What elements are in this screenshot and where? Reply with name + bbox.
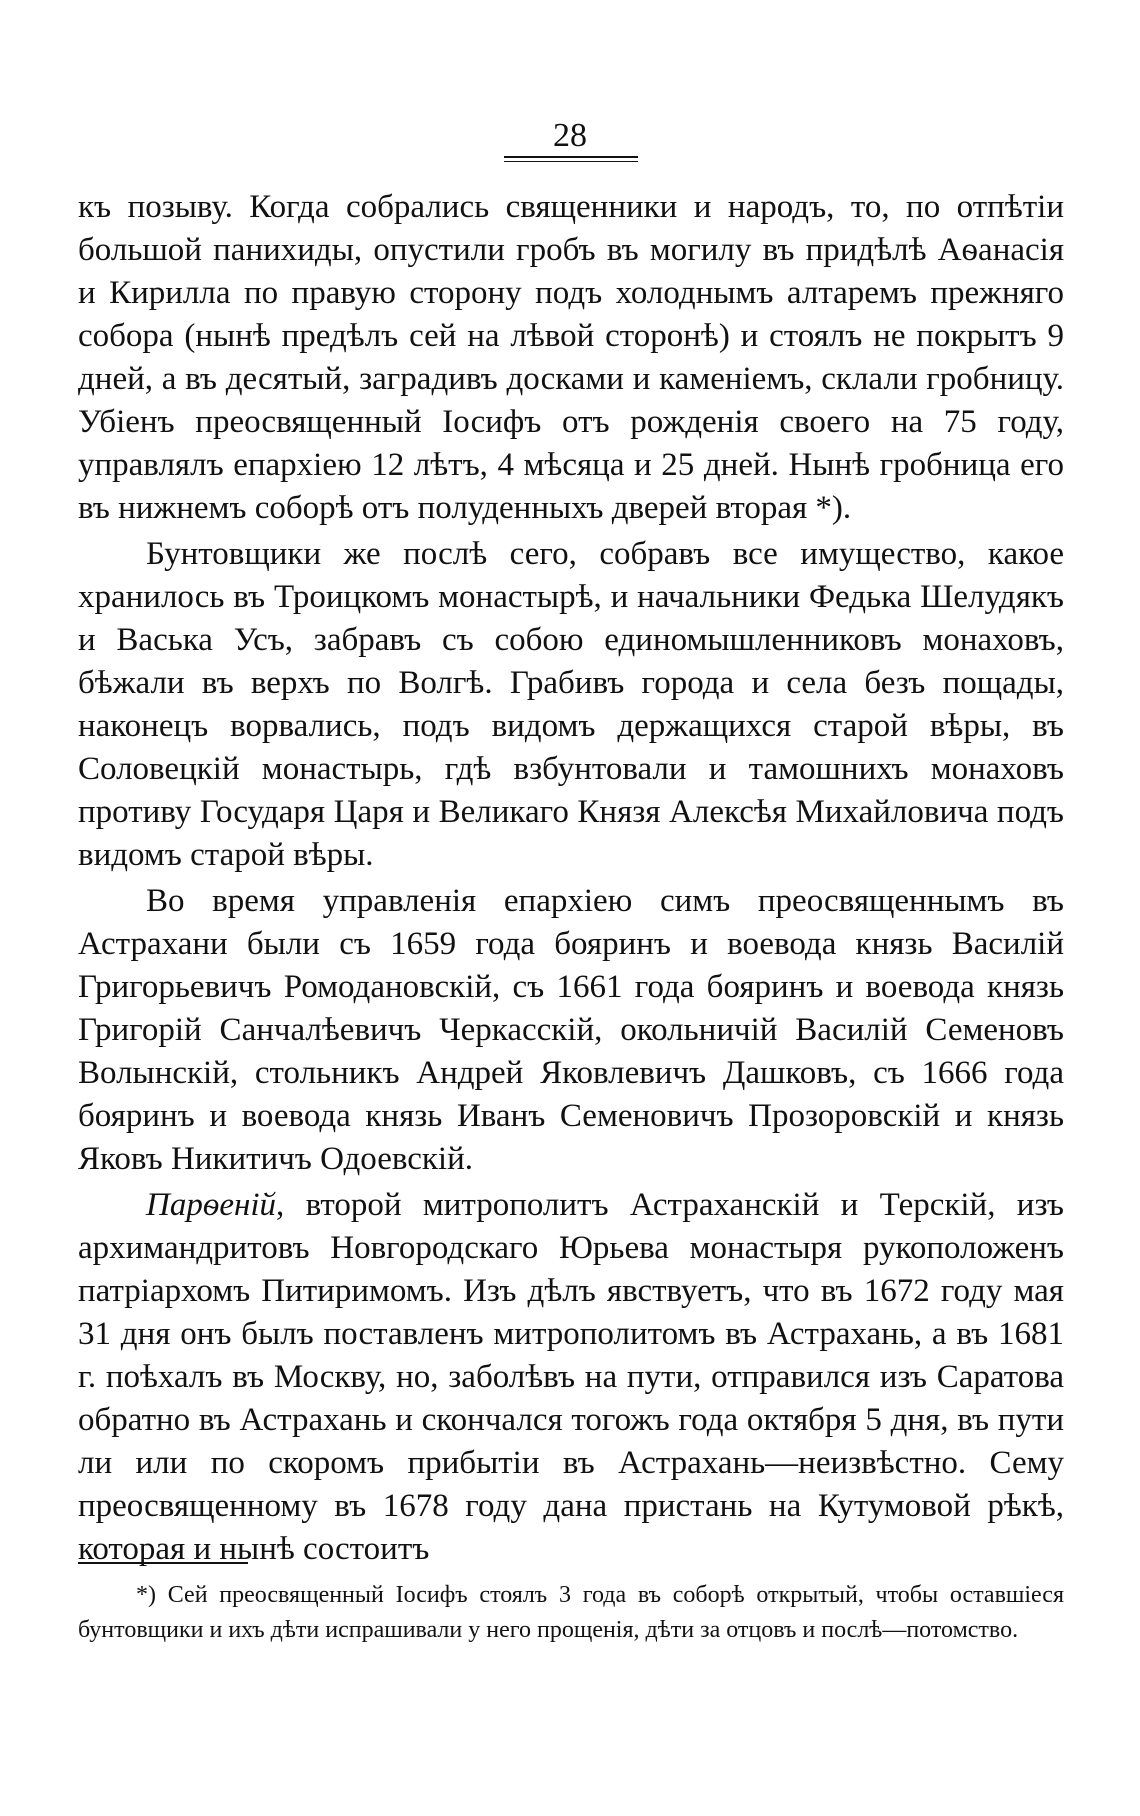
page-number: 28	[553, 117, 587, 154]
paragraph-parthenius	[78, 1184, 1064, 1571]
paragraph-rebels: Бунтовщики же послѣ сего, собравъ все имущество, какое хранилось въ Троицкомъ монастырѣ, и начальники Федька Шелудякъ и Васька Усъ, забравъ съ собою единомышленниковъ монаховъ, бѣжали въ верхъ по Волгѣ. Грабивъ города и села безъ пощады, наконецъ ворвались, подъ видомъ держащихся старой вѣры, въ Соловецкій монастырь, гдѣ взбунтовали и тамошнихъ монаховъ противу Государя Царя и Великаго Князя Алексѣя Михайловича подъ видомъ старой вѣры.	[78, 536, 1064, 873]
footnote-divider	[78, 1562, 248, 1564]
parthenius-name: Парѳеній	[146, 1187, 277, 1223]
paragraph-governors: Во время управленія епархіею симъ преосвященнымъ въ Астрахани были съ 1659 года бояринъ и воевода князь Василій Григорьевичъ Ромодановскій, съ 1661 года бояринъ и воевода князь Григорій Санчалѣевичъ Черкасскій, окольничій Василій Семеновъ Волынскій, стольникъ Андрей Яковлевичъ Дашковъ, съ 1666 года бояринъ и воевода князь Иванъ Семеновичъ Прозоровскій и князь Яковъ Никитичъ Одоевскій.	[78, 883, 1064, 1177]
footnote: *) Сей преосвященный Іосифъ стоялъ 3 года въ соборѣ открытый, чтобы оставшіеся бунтовщики и ихъ дѣти испрашивали у него прощенія, дѣти за отцовъ и послѣ—потомство.	[78, 1582, 1064, 1643]
page-number-underline-thin	[504, 161, 638, 162]
page-number-underline	[504, 156, 638, 158]
parthenius-text: , второй митрополитъ Астраханскій и Терскій, изъ архимандритовъ Новгородскаго Юрьева монастыря рукоположенъ патріархомъ Питиримомъ. Изъ дѣлъ явствуетъ, что въ 1672 году мая 31 дня онъ былъ поставленъ митрополитомъ въ Астрахань, а въ 1681 г. поѣхалъ въ Москву, но, заболѣвъ на пути, отправился изъ Саратова обратно въ Астрахань и скончался тогожъ года октября 5 дня, въ пути ли или по скоромъ прибытіи въ Астрахань—неизвѣстно. Сему преосвященному въ 1678 году дана пристань на Кутумовой рѣкѣ, которая и нынѣ состоитъ	[78, 1187, 1064, 1567]
paragraph-continuation: къ позыву. Когда собрались священники и народъ, то, по отпѣтіи большой панихиды, опустили гробъ въ могилу въ придѣлѣ Аѳанасія и Кирилла по правую сторону подъ холоднымъ алтаремъ прежняго собора (нынѣ предѣлъ сей на лѣвой сторонѣ) и стоялъ не покрытъ 9 дней, а въ десятый, заградивъ досками и каменіемъ, склали гробницу. Убіенъ преосвященный Іосифъ отъ рожденія своего на 75 году, управлялъ епархіею 12 лѣтъ, 4 мѣсяца и 25 дней. Нынѣ гробница его въ нижнемъ соборѣ отъ полуденныхъ дверей вторая *).	[78, 189, 1064, 526]
main-text	[78, 186, 1064, 1571]
